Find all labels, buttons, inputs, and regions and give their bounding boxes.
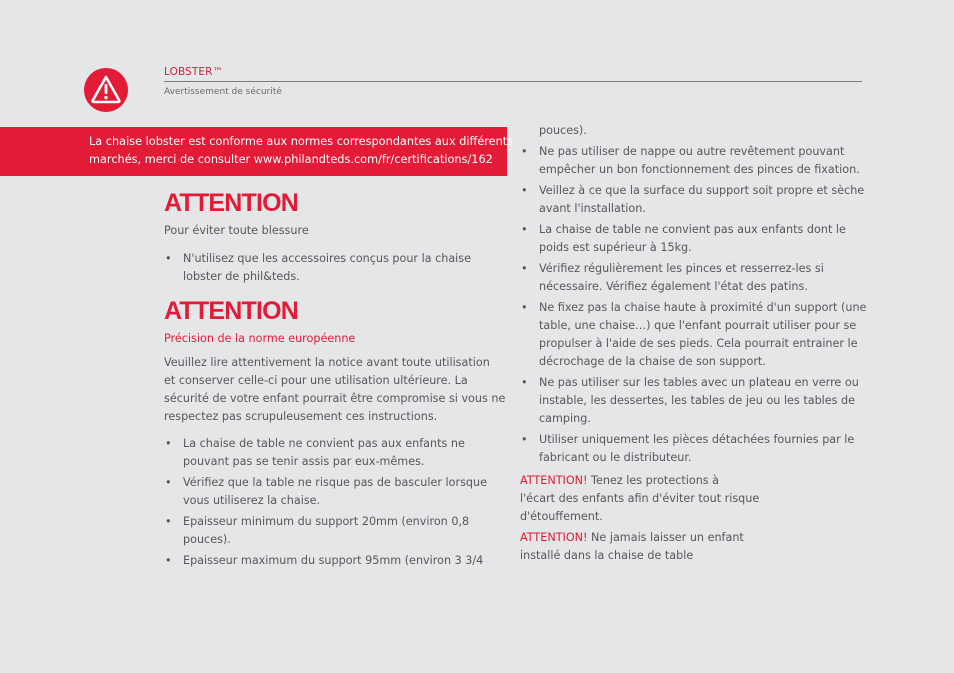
instructions-paragraph: Veuillez lire attentivement la notice avant toute utilisation et conserver celle-ci pour une utilisation ultérieure. La sécurité de votre enfant pourrait être compromise si vous ne respectez pas scrupuleusement ces instructions.: [164, 356, 506, 423]
header-divider: [164, 81, 862, 82]
attention-heading-1: ATTENTION: [164, 189, 298, 217]
list-item: • Epaisseur minimum du support 20mm (environ 0,8 pouces).: [164, 513, 484, 549]
list-item: • Epaisseur maximum du support 95mm (environ 3 3/4: [164, 552, 484, 570]
list-item: • Vérifiez que la table ne risque pas de basculer lorsque vous utiliserez la chaise.: [164, 474, 484, 510]
norm-list: [164, 435, 487, 570]
warning-label: ATTENTION!: [520, 531, 588, 544]
warning-triangle-icon: [84, 68, 128, 112]
right-column: [520, 122, 865, 565]
list-item: • Veillez à ce que la surface du support soit propre et sèche avant l'installation.: [520, 182, 865, 218]
certification-banner: [0, 127, 514, 176]
list-item: • Utiliser uniquement les pièces détachées fournies par le fabricant ou le distributeur.: [520, 431, 865, 467]
page-subtitle: Avertissement de sécurité: [164, 87, 282, 97]
banner-line: La chaise lobster est conforme aux normes correspondantes aux différents: [89, 135, 514, 148]
left-column: [164, 188, 506, 570]
unattended-warning: ATTENTION! Ne jamais laisser un enfant installé dans la chaise de table: [520, 531, 744, 562]
warning-label: ATTENTION!: [520, 474, 588, 487]
continued-text: pouces).: [539, 124, 587, 137]
attention-heading-2: ATTENTION: [164, 297, 298, 325]
safety-list: [520, 143, 865, 467]
european-norm-subtitle: Précision de la norme européenne: [164, 332, 356, 345]
brand-name: LOBSTER™: [164, 66, 224, 78]
list-item: • La chaise de table ne convient pas aux enfants dont le poids est supérieur à 15kg.: [520, 221, 865, 257]
banner-line: marchés, merci de consulter www.philandteds.com/fr/certifications/162: [89, 153, 493, 166]
list-item: • Ne pas utiliser sur les tables avec un plateau en verre ou instable, les dessertes, les tables de jeu ou les tables de camping.: [520, 374, 865, 428]
list-item: • Ne fixez pas la chaise haute à proximité d'un support (une table, une chaise…) que l'enfant pourrait utiliser pour se propulser à l'aide de ses pieds. Cela pourrait entrainer le décrochage de la chaise de son support.: [520, 299, 865, 371]
list-item: • Vérifiez régulièrement les pinces et resserrez-les si nécessaire. Vérifiez également l'état des patins.: [520, 260, 865, 296]
list-item: • La chaise de table ne convient pas aux enfants ne pouvant pas se tenir assis par eux-mêmes.: [164, 435, 484, 471]
list-item: • N'utilisez que les accessoires conçus pour la chaise lobster de phil&teds.: [164, 250, 484, 286]
injury-intro: Pour éviter toute blessure: [164, 224, 309, 237]
choking-warning: ATTENTION! Tenez les protections à l'écart des enfants afin d'éviter tout risque d'étouffement.: [520, 474, 760, 523]
accessory-list: [164, 250, 484, 286]
list-item: • Ne pas utiliser de nappe ou autre revêtement pouvant empêcher un bon fonctionnement des pinces de fixation.: [520, 143, 865, 179]
